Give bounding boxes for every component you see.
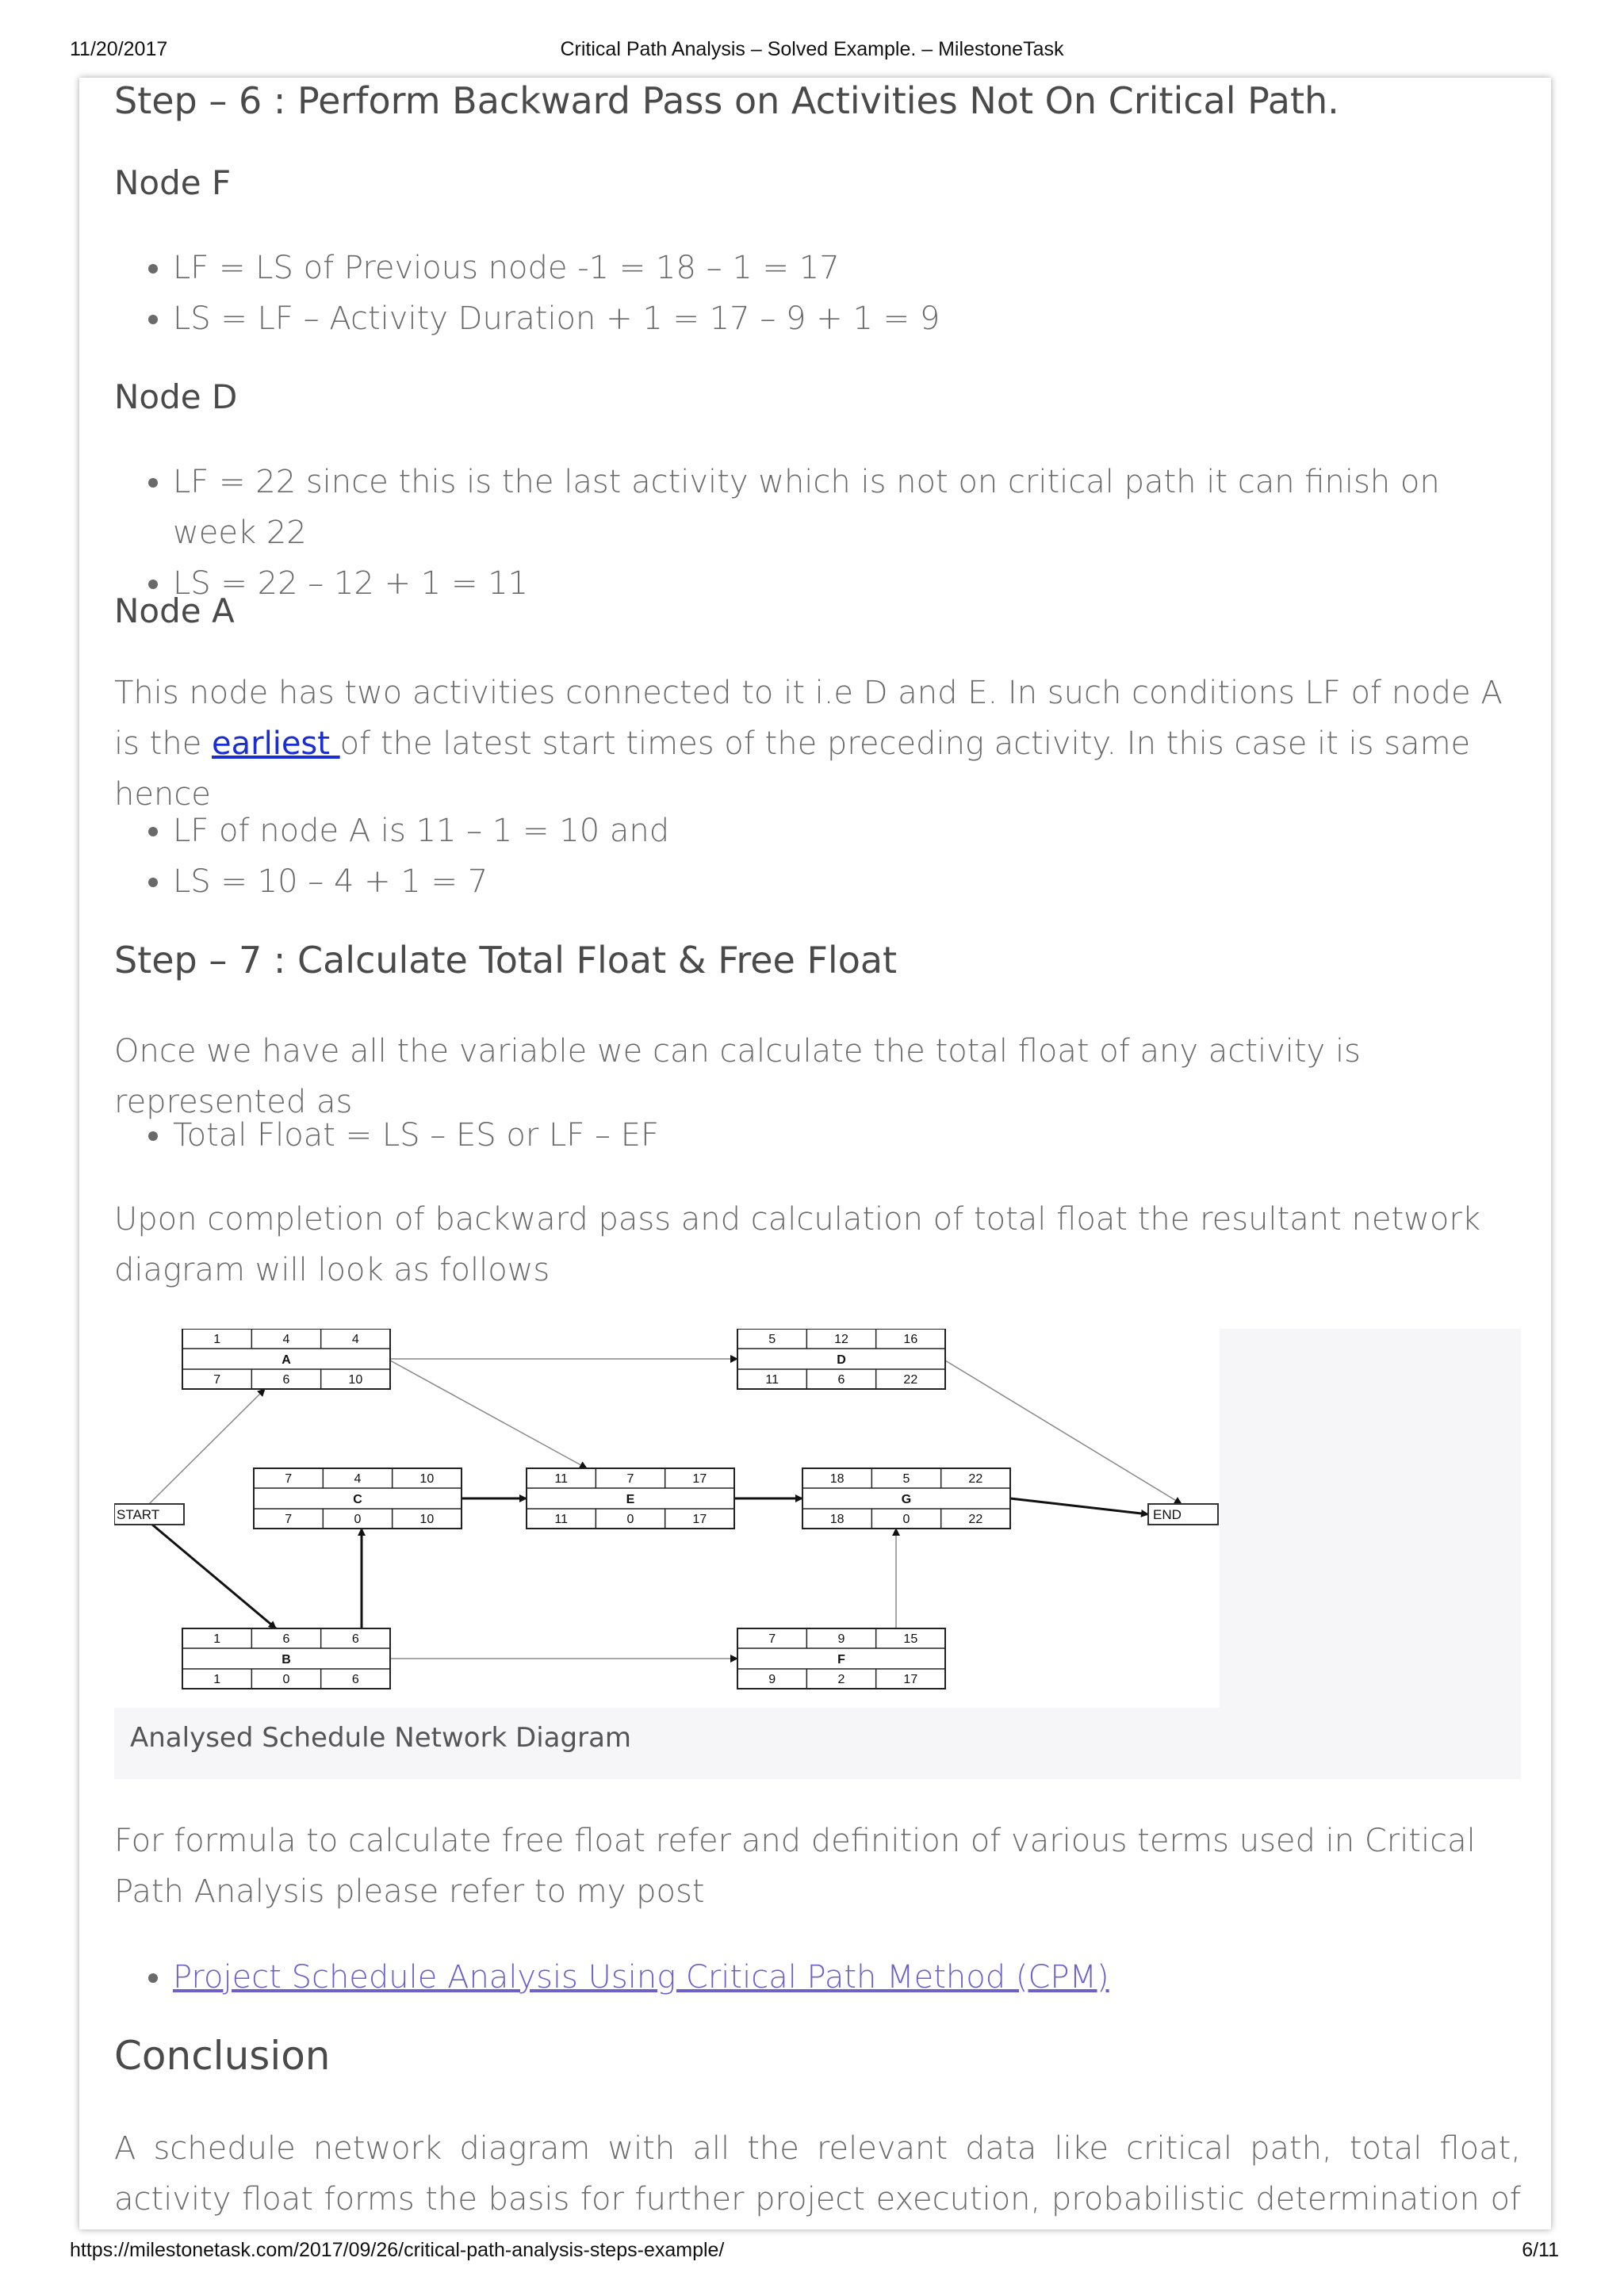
node-bottom-value: 10 <box>419 1513 435 1526</box>
activity-node-g <box>802 1468 1010 1529</box>
step6-heading: Step – 6 : Perform Backward Pass on Activities Not On Critical Path. <box>114 79 1339 122</box>
node-top-value: 15 <box>903 1632 918 1646</box>
node-f-heading: Node F <box>114 163 232 202</box>
node-bottom-value: 17 <box>903 1673 918 1686</box>
cpm-post-link[interactable]: Project Schedule Analysis Using Critical Path Method (CPM) <box>173 1959 1109 1996</box>
node-top-value: 5 <box>902 1472 910 1486</box>
node-activity-label: E <box>626 1493 635 1506</box>
node-top-value: 6 <box>282 1632 290 1646</box>
node-bottom-value: 11 <box>554 1513 568 1526</box>
node-top-value: 1 <box>213 1632 221 1646</box>
list-item: • Total Float = LS – ES or LF – EF <box>173 1110 1521 1161</box>
node-activity-label: F <box>837 1653 845 1667</box>
network-diagram-figure <box>114 1329 1521 1779</box>
node-top-value: 7 <box>285 1472 293 1486</box>
node-top-value: 11 <box>554 1472 568 1486</box>
node-top-value: 12 <box>834 1333 848 1346</box>
node-bottom-value: 0 <box>354 1513 362 1526</box>
print-url: https://milestonetask.com/2017/09/26/critical-path-analysis-steps-example/ <box>70 2239 725 2261</box>
node-top-value: 4 <box>351 1333 359 1346</box>
node-top-value: 22 <box>968 1472 983 1486</box>
activity-node-d <box>737 1329 945 1389</box>
print-date: 11/20/2017 <box>70 38 168 60</box>
node-top-value: 4 <box>354 1472 362 1486</box>
node-bottom-value: 7 <box>285 1513 293 1526</box>
list-item: • LS = 10 – 4 + 1 = 7 <box>173 856 1521 907</box>
node-activity-label: D <box>837 1353 846 1367</box>
node-top-value: 6 <box>351 1632 359 1646</box>
node-activity-label: B <box>282 1653 291 1667</box>
end-node <box>1148 1504 1218 1525</box>
activity-node-f <box>737 1628 945 1689</box>
node-activity-label: A <box>282 1353 291 1367</box>
node-top-value: 7 <box>768 1632 776 1646</box>
end-label: END <box>1153 1507 1182 1522</box>
print-title: Critical Path Analysis – Solved Example. – MilestoneTask <box>560 38 1064 60</box>
node-top-value: 17 <box>692 1472 707 1486</box>
article-card <box>79 78 1551 2229</box>
node-bottom-value: 17 <box>692 1513 707 1526</box>
activity-node-e <box>527 1468 734 1529</box>
node-top-value: 1 <box>213 1333 221 1346</box>
node-bottom-value: 6 <box>351 1673 359 1686</box>
node-top-value: 16 <box>903 1333 918 1346</box>
activity-node-b <box>182 1628 390 1689</box>
node-bottom-value: 10 <box>348 1373 363 1387</box>
node-activity-label: C <box>353 1493 362 1506</box>
node-a-text-2: of the latest start times of the preceding activity. In this case it is same hence <box>114 725 1471 813</box>
node-d-list <box>114 457 1521 609</box>
node-bottom-value: 1 <box>213 1673 221 1686</box>
list-item: • LF of node A is 11 – 1 = 10 and <box>173 806 1521 856</box>
node-bottom-value: 6 <box>837 1373 845 1387</box>
list-item <box>173 1952 1521 2003</box>
activity-node-a <box>182 1329 390 1389</box>
node-a-text-1: This node has two activities connected to it i.e D and E. In such conditions LF of node A is the <box>114 675 1503 762</box>
node-bottom-value: 0 <box>626 1513 634 1526</box>
node-top-value: 18 <box>829 1472 845 1486</box>
node-top-value: 4 <box>282 1333 290 1346</box>
after-figure-list <box>114 1952 1521 2003</box>
node-bottom-value: 22 <box>903 1373 918 1387</box>
network-diagram <box>114 1329 1521 1708</box>
list-item: • LF = LS of Previous node -1 = 18 – 1 = 17 <box>173 243 1521 293</box>
node-top-value: 10 <box>419 1472 435 1486</box>
node-a-paragraph <box>114 668 1521 820</box>
node-f-list <box>114 243 1521 344</box>
start-node <box>114 1504 184 1525</box>
list-item: • LF = 22 since this is the last activity which is not on critical path it can finish on week 22 <box>173 457 1521 558</box>
step7-list <box>114 1110 1521 1161</box>
activity-node-c <box>254 1468 462 1529</box>
node-top-value: 5 <box>768 1333 776 1346</box>
start-label: START <box>117 1507 160 1522</box>
node-bottom-value: 9 <box>768 1673 776 1686</box>
node-bottom-value: 22 <box>968 1513 983 1526</box>
node-a-list <box>114 806 1521 907</box>
node-d-heading: Node D <box>114 377 238 416</box>
list-item: • LS = 22 – 12 + 1 = 11 <box>173 558 1521 609</box>
print-header <box>0 38 1624 70</box>
conclusion-heading: Conclusion <box>114 2033 331 2079</box>
node-top-value: 9 <box>837 1632 845 1646</box>
step7-paragraph-1: Once we have all the variable we can calculate the total float of any activity is represented as <box>114 1033 1361 1120</box>
node-activity-label: G <box>901 1493 912 1506</box>
node-top-value: 7 <box>626 1472 634 1486</box>
print-page-number: 6/11 <box>1522 2239 1559 2261</box>
earliest-link[interactable]: earliest <box>212 725 340 762</box>
step7-paragraph-2: Upon completion of backward pass and calculation of total float the resultant network diagram will look as follows <box>114 1201 1480 1288</box>
node-bottom-value: 0 <box>902 1513 910 1526</box>
node-bottom-value: 0 <box>282 1673 290 1686</box>
step7-heading: Step – 7 : Calculate Total Float & Free Float <box>114 939 898 982</box>
node-a-heading: Node A <box>114 591 235 630</box>
node-bottom-value: 18 <box>829 1513 845 1526</box>
conclusion-paragraph: A schedule network diagram with all the relevant data like critical path, total float, activity float forms the basis for further project execution, probabilistic determination of <box>114 2130 1521 2218</box>
node-bottom-value: 11 <box>765 1373 779 1387</box>
node-bottom-value: 6 <box>282 1373 290 1387</box>
node-bottom-value: 2 <box>837 1673 845 1686</box>
figure-caption: Analysed Schedule Network Diagram <box>130 1722 632 1754</box>
list-item: • LS = LF – Activity Duration + 1 = 17 – 9 + 1 = 9 <box>173 293 1521 344</box>
after-figure-paragraph: For formula to calculate free float refer and definition of various terms used in Critical Path Analysis please refer to my post <box>114 1823 1476 1910</box>
node-bottom-value: 7 <box>213 1373 221 1387</box>
